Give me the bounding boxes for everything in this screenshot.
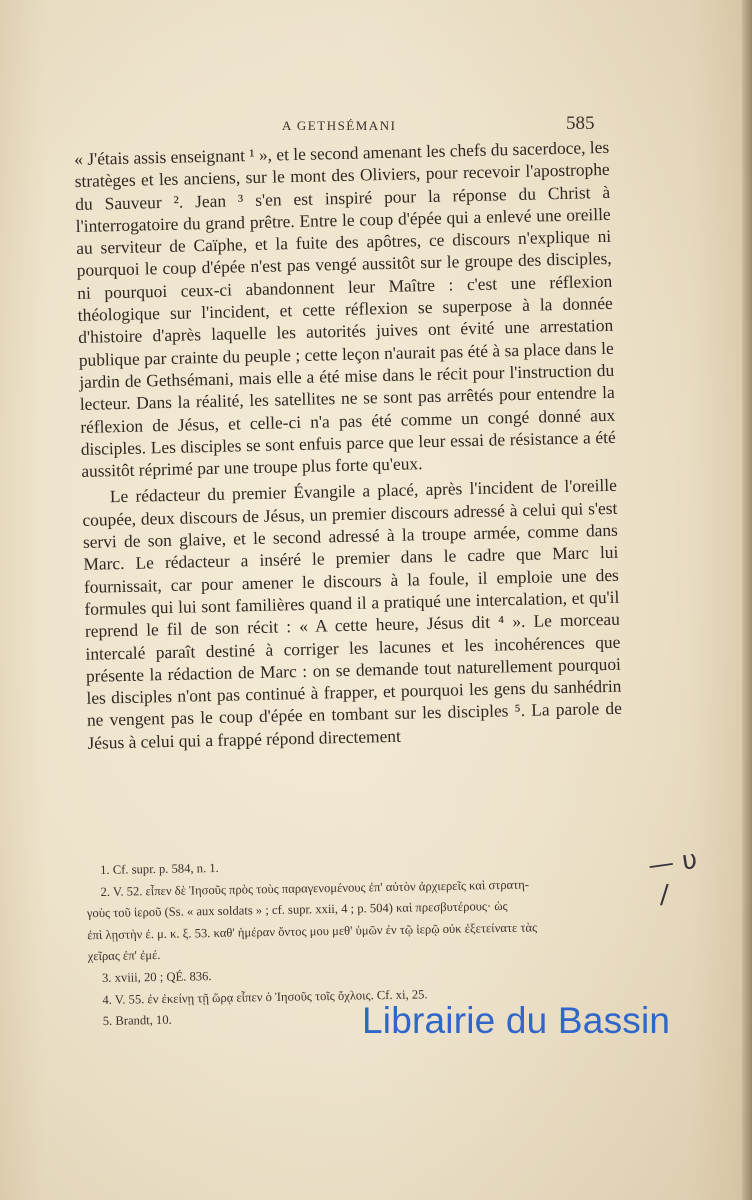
footnote-2: 2. V. 52. εἶπεν δὲ Ἰησοῦς πρὸς τοὺς παραγενομένους ἐπ' αὐτὸν ἀρχιερεῖς καὶ στρατη- — [100, 877, 530, 899]
page-edge-shadow — [742, 0, 752, 1200]
footnote-2-line-2: γοὺς τοῦ ἱεροῦ (Ss. « aux soldats » ; cf. supr. xxii, 4 ; p. 504) καὶ πρεσβυτέρους· ὡς — [86, 899, 508, 921]
watermark-text: Librairie du Bassin — [362, 1000, 671, 1041]
page-number: 585 — [566, 113, 595, 134]
footnote-2-line-3: ἐπὶ λῃστὴν ἐ. μ. κ. ξ. 53. καθ' ἡμέραν ὄντος μου μεθ' ὑμῶν ἐν τῷ ἱερῷ οὐκ ἐξετείνατε τὰς — [87, 920, 538, 943]
running-title: A GETHSÉMANI — [282, 118, 397, 133]
footnote-2-line-4: χεῖρας ἐπ' ἐμέ. — [87, 948, 161, 964]
footnote-1: 1. Cf. supr. p. 584, n. 1. — [100, 860, 219, 877]
main-text — [74, 136, 623, 754]
paragraph-1: « J'étais assis enseignant ¹ », et le second amenant les chefs du sacerdoce, les stratèges et les anciens, sur le mont des Oliviers, pour recevoir l'apostrophe du Sauveur ². Jean ³ s'en est inspiré pour la réponse du Christ à l'interrogatoire du grand prêtre. Entre le coup d'épée qui a enlevé une oreille au serviteur de Caïphe, et la fuite des apôtres, ce discours n'explique ni pourquoi le coup d'épée n'est pas vengé aussitôt sur le groupe des disciples, ni pourquoi ceux-ci abandonnent leur Maître : c'est une réflexion théologique sur l'incident, et cette réflexion se superpose à la donnée d'histoire d'après laquelle les autorités juives ont évité une arrestation publique par crainte du peuple ; cette leçon n'aurait pas été à sa place dans le jardin de Gethsémani, mais elle a été mise dans le récit pour l'instruction du lecteur. Dans la réalité, les satellites ne se sont pas arrêtés pour entendre la réflexion de Jésus, et celle-ci n'a pas été comme un congé donné aux disciples. Les disciples se sont enfuis parce que leur essai de résistance a été aussitôt réprimé par une troupe plus forte qu'eux. — [74, 136, 616, 482]
handwritten-margin-mark: — υ — [646, 844, 700, 882]
footnote-3: 3. xviii, 20 ; QÉ. 836. — [101, 969, 212, 985]
footnote-5: 5. Brandt, 10. — [102, 1012, 172, 1029]
paragraph-2: Le rédacteur du premier Évangile a placé, après l'incident de l'oreille coupée, deux discours de Jésus, un premier discours adressé à celui qui s'est servi de son glaive, et le second adressé à la troupe armée, comme dans Marc. Le rédacteur a inséré le premier dans le cadre que Marc lui fournissait, car pour amener le discours à la foule, il emploie une des formules qui lui sont familières quand il a pratiqué une intercalation, et qu'il reprend le fil de son récit : « A cette heure, Jésus dit ⁴ ». Le morceau intercalé paraît destiné à corriger les lacunes et les incohérences que présente la rédaction de Marc : on se demande tout naturellement pourquoi les disciples n'ont pas continué à frapper, et pourquoi les gens du sanhédrin ne vengent pas le coup d'épée en tombant sur les disciples ⁵. La parole de Jésus à celui qui a frappé répond directement — [82, 475, 623, 753]
handwritten-slash-mark: / — [660, 880, 669, 910]
footnote-4: 4. V. 55. ἐν ἐκείνῃ τῇ ὥρᾳ εἶπεν ὁ Ἰησοῦς τοῖς ὄχλοις. Cf. xi, 25. — [102, 986, 428, 1007]
